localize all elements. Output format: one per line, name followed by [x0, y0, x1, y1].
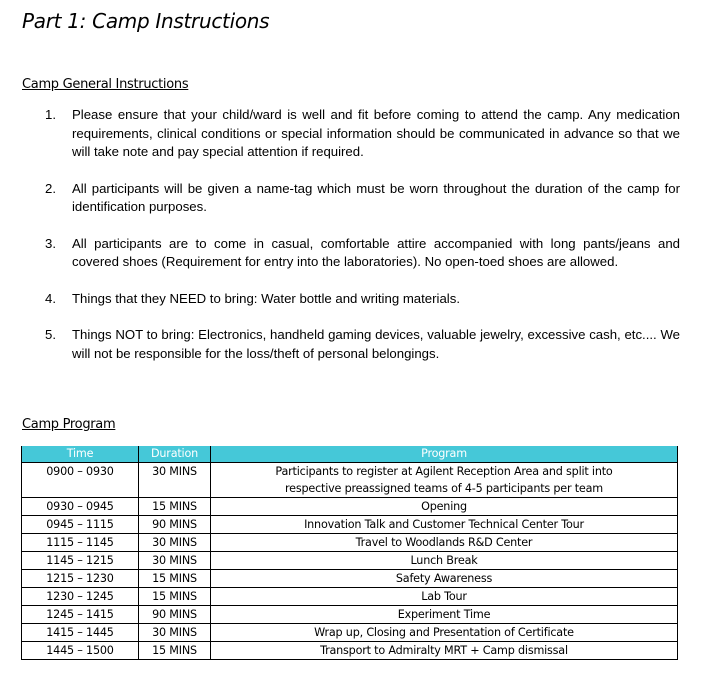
table-row: [22, 552, 678, 570]
duration-cell: 30 MINS: [139, 463, 211, 498]
program-cell: Safety Awareness: [211, 570, 678, 588]
time-cell: 1445 – 1500: [22, 642, 139, 660]
program-cell: Innovation Talk and Customer Technical Center Tour: [211, 516, 678, 534]
camp-program-heading: Camp Program: [22, 417, 116, 432]
program-cell: Lunch Break: [211, 552, 678, 570]
program-table: [21, 446, 678, 660]
program-cell: Experiment Time: [211, 606, 678, 624]
item-text: Things NOT to bring: Electronics, handheld gaming devices, valuable jewelry, excessive cash, etc.... We will not be responsible for the loss/theft of personal belongings.: [72, 327, 680, 361]
duration-cell: 15 MINS: [139, 588, 211, 606]
table-header-row: [22, 446, 678, 463]
time-cell: 1230 – 1245: [22, 588, 139, 606]
duration-cell: 15 MINS: [139, 642, 211, 660]
program-cell: Opening: [211, 498, 678, 516]
duration-cell: 15 MINS: [139, 570, 211, 588]
duration-cell: 30 MINS: [139, 534, 211, 552]
item-text: All participants will be given a name-tag which must be worn throughout the duration of the camp for identification purposes.: [72, 180, 680, 214]
table-row: [22, 642, 678, 660]
program-cell: Transport to Admiralty MRT + Camp dismissal: [211, 642, 678, 660]
time-cell: 1115 – 1145: [22, 534, 139, 552]
table-row: [22, 463, 678, 498]
time-cell: 0930 – 0945: [22, 498, 139, 516]
program-cell: Travel to Woodlands R&D Center: [211, 534, 678, 552]
item-number: 3.: [45, 235, 56, 251]
table-row: [22, 570, 678, 588]
table-row: [22, 516, 678, 534]
instruction-item: [45, 235, 680, 272]
instruction-item: [45, 326, 680, 363]
duration-cell: 90 MINS: [139, 516, 211, 534]
duration-cell: 15 MINS: [139, 498, 211, 516]
instruction-item: [45, 180, 680, 217]
page-title: Part 1: Camp Instructions: [22, 9, 270, 33]
duration-cell: 90 MINS: [139, 606, 211, 624]
item-number: 4.: [45, 290, 56, 306]
item-text: Please ensure that your child/ward is well and fit before coming to attend the camp. Any medication requirements, clinical conditions or special information should be communicated in advance so that we will take note and pay special attention if required.: [72, 107, 680, 159]
time-cell: 1145 – 1215: [22, 552, 139, 570]
table-row: [22, 498, 678, 516]
header-duration: Duration: [139, 446, 211, 463]
time-cell: 0900 – 0930: [22, 463, 139, 498]
item-number: 2.: [45, 180, 56, 196]
program-cell: Participants to register at Agilent Reception Area and split into respective preassigned teams of 4-5 participants per team: [211, 463, 678, 498]
item-number: 1.: [45, 107, 56, 122]
time-cell: 1215 – 1230: [22, 570, 139, 588]
time-cell: 1245 – 1415: [22, 606, 139, 624]
instructions-list: [45, 106, 680, 381]
header-time: Time: [22, 446, 139, 463]
table-row: [22, 588, 678, 606]
instruction-item: [45, 106, 680, 162]
header-program: Program: [211, 446, 678, 463]
table-row: [22, 624, 678, 642]
item-text: Things that they NEED to bring: Water bottle and writing materials.: [72, 290, 460, 306]
program-cell: Wrap up, Closing and Presentation of Certificate: [211, 624, 678, 642]
program-cell: Lab Tour: [211, 588, 678, 606]
duration-cell: 30 MINS: [139, 624, 211, 642]
table-row: [22, 534, 678, 552]
duration-cell: 30 MINS: [139, 552, 211, 570]
item-number: 5.: [45, 327, 56, 342]
instruction-item: [45, 290, 680, 309]
time-cell: 0945 – 1115: [22, 516, 139, 534]
general-instructions-heading: Camp General Instructions: [22, 77, 189, 92]
item-text: All participants are to come in casual, comfortable attire accompanied with long pants/jeans and covered shoes (Requirement for entry into the laboratories). No open-toed shoes are allowed.: [72, 235, 680, 269]
time-cell: 1415 – 1445: [22, 624, 139, 642]
table-row: [22, 606, 678, 624]
